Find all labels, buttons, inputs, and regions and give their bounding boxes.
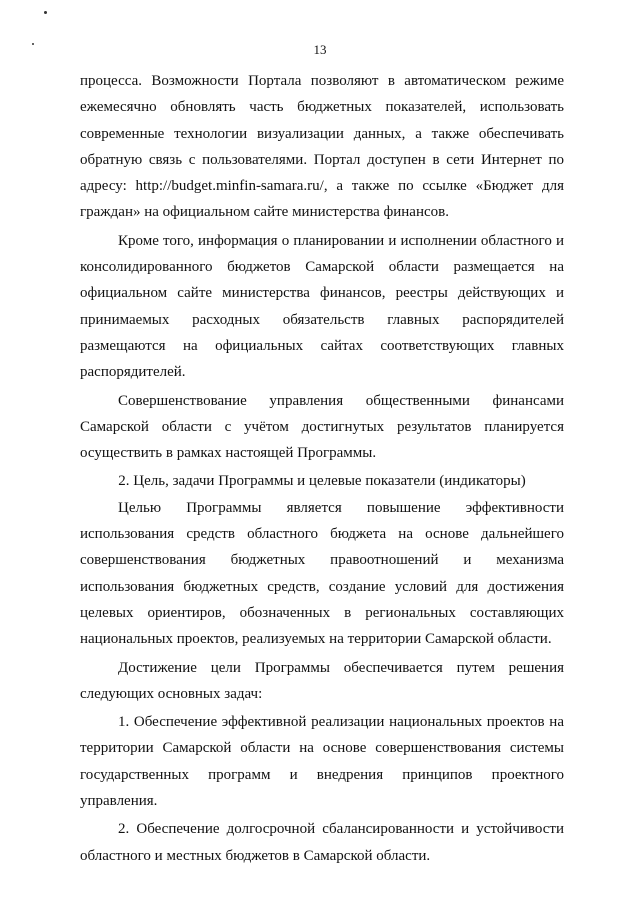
text-line: 2. Обеспечение долгосрочной сбалансированности и устойчивости	[118, 821, 564, 838]
page-number: 13	[313, 42, 327, 57]
text-line: использования средств областного бюджета на основе дальнейшего	[80, 526, 564, 543]
text-line: обратную связь с пользователями. Портал доступен в сети Интернет по	[80, 151, 564, 168]
text-line: совершенствования бюджетных правоотношений и механизма	[80, 552, 564, 569]
document-body	[80, 68, 564, 869]
text-line: Целью Программы является повышение эффективности	[118, 499, 564, 516]
text-line: Достижение цели Программы обеспечивается путем решения	[118, 659, 564, 676]
text-line: Самарской области с учётом достигнутых результатов планируется	[80, 418, 564, 435]
text-line: современные технологии визуализации данных, а также обеспечивать	[80, 125, 564, 142]
text-line: консолидированного бюджетов Самарской области размещается на	[80, 259, 564, 276]
text-line: размещаются на официальных сайтах соответствующих главных	[80, 337, 564, 354]
text-line: использования бюджетных средств, создание условий для достижения	[80, 578, 564, 595]
text-line: Кроме того, информация о планировании и исполнении областного и	[118, 232, 564, 249]
text-line: национальных проектов, реализуемых на территории Самарской области.	[80, 631, 552, 648]
text-line: ежемесячно обновлять часть бюджетных показателей, использовать	[80, 99, 564, 116]
text-line: процесса. Возможности Портала позволяют в автоматическом режиме	[80, 73, 564, 89]
text-line: следующих основных задач:	[80, 685, 263, 702]
section-heading: 2. Цель, задачи Программы и целевые показатели (индикаторы)	[118, 473, 526, 490]
text-line: Совершенствование управления общественными финансами	[118, 392, 564, 409]
text-line: управления.	[80, 793, 158, 810]
text-line: распорядителей.	[80, 364, 186, 381]
scan-speck	[44, 11, 47, 14]
text-line: территории Самарской области на основе совершенствования системы	[80, 740, 564, 757]
text-line: осуществить в рамках настоящей Программы.	[80, 445, 377, 462]
text-line: граждан» на официальном сайте министерства финансов.	[80, 204, 449, 221]
text-line: адресу: http://budget.minfin-samara.ru/, а также по ссылке «Бюджет для	[80, 178, 564, 195]
text-line: областного и местных бюджетов в Самарской области.	[80, 847, 431, 864]
text-line: государственных программ и внедрения принципов проектного	[80, 766, 564, 783]
text-line: 1. Обеспечение эффективной реализации национальных проектов на	[118, 714, 564, 731]
text-line: принимаемых расходных обязательств главных распорядителей	[80, 311, 564, 328]
text-line: официальном сайте министерства финансов, реестры действующих и	[80, 285, 564, 302]
text-line: целевых ориентиров, обозначенных в региональных составляющих	[80, 604, 564, 621]
